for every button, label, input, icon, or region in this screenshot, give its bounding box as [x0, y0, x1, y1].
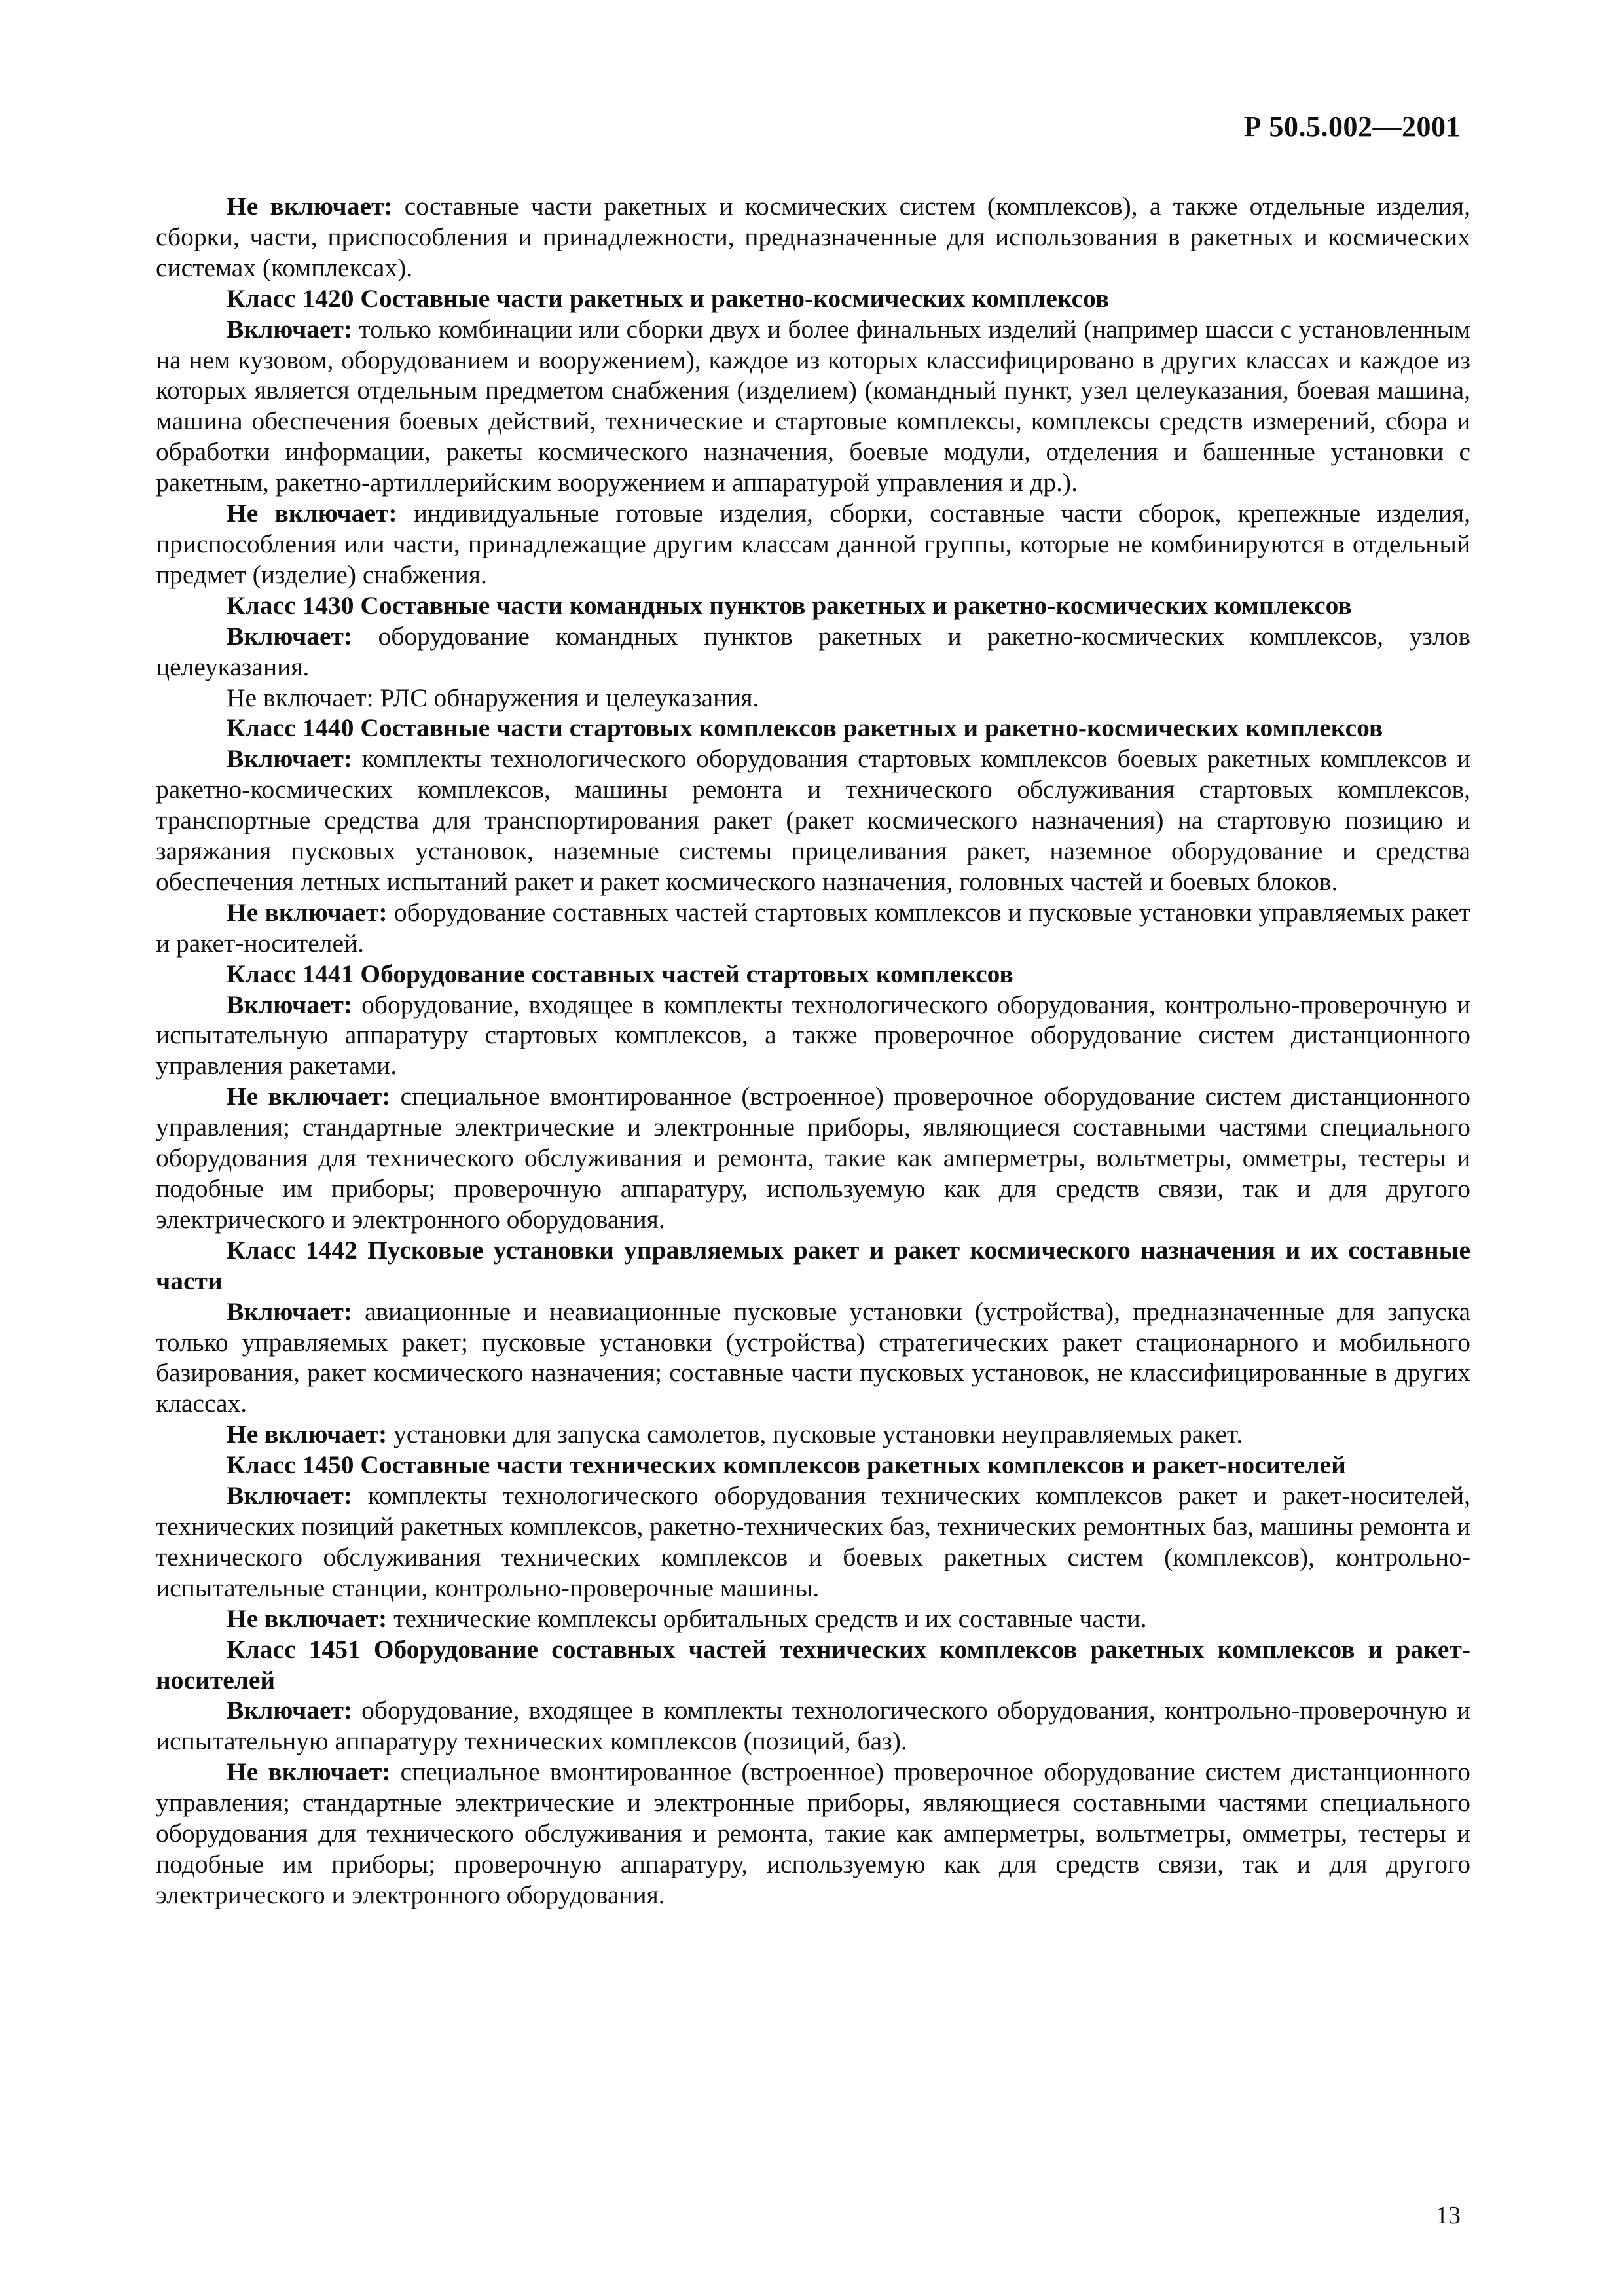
paragraph-label: Включает: [227, 621, 353, 651]
paragraph [156, 1480, 1470, 1604]
paragraph-text: оборудование составных частей стартовых комплексов и пусковые установки управляемых ракет и ракет-носителей. [156, 897, 1470, 958]
paragraph-label: Не включает: [227, 1757, 391, 1787]
paragraph-label: Не включает: [227, 1604, 388, 1633]
paragraph-label: Включает: [227, 1297, 353, 1326]
class-heading-1430: Класс 1430 Составные части командных пунктов ракетных и ракетно-космических комплексов [227, 590, 1352, 620]
paragraph-text: комплекты технологического оборудования технических комплексов ракет и ракет-носителей, технических позиций ракетных комплексов, ракетно-технических баз, технических ремонтных баз, машины ремонта и технического обслуживания технических комплексов и боевых ракетных систем (комплексов), контрольно-испытательные станции, контрольно-проверочные машины. [156, 1481, 1470, 1602]
paragraph [156, 621, 1470, 683]
paragraph [156, 683, 1470, 713]
class-heading-1450: Класс 1450 Составные части технических комплексов ракетных комплексов и ракет-носителей [227, 1450, 1346, 1480]
paragraph [156, 897, 1470, 959]
paragraph-text: оборудование, входящее в комплекты технологического оборудования, контрольно-проверочную и испытательную аппаратуру стартовых комплексов, а также проверочное оборудование систем дистанционного управления ракетами. [156, 990, 1470, 1081]
document-code: Р 50.5.002—2001 [1243, 111, 1461, 143]
paragraph-text: индивидуальные готовые изделия, сборки, составные части сборок, крепежные изделия, приспособления или части, принадлежащие другим классам данной группы, которые не комбинируются в отдельный предмет (изделие) снабжения. [156, 499, 1470, 589]
paragraph-label: Включает: [227, 744, 353, 774]
class-heading-1441: Класс 1441 Оборудование составных частей стартовых комплексов [227, 959, 1013, 988]
paragraph-text: оборудование командных пунктов ракетных и ракетно-космических комплексов, узлов целеуказания. [156, 621, 1470, 681]
paragraph [156, 1604, 1470, 1634]
paragraph-label: Включает: [227, 314, 353, 344]
document-body [156, 191, 1470, 1910]
paragraph-text: авиационные и неавиационные пусковые установки (устройства), предназначенные для запуска только управляемых ракет; пусковые установки (устройства) стратегических ракет стационарного и мобильного базирования, ракет космического назначения; составные части пусковых установок, не классифицированные в других классах. [156, 1297, 1470, 1418]
paragraph-label: Не включает: [227, 1420, 388, 1449]
paragraph [156, 990, 1470, 1082]
class-heading-1442: Класс 1442 Пусковые установки управляемых ракет и ракет космического назначения и их составные части [156, 1235, 1470, 1295]
paragraph-label: Включает: [227, 990, 353, 1019]
paragraph-text: Не включает: РЛС обнаружения и целеуказания. [227, 683, 759, 712]
paragraph-text: установки для запуска самолетов, пусковые установки неуправляемых ракет. [387, 1420, 1243, 1449]
paragraph [156, 1695, 1470, 1757]
paragraph [156, 744, 1470, 897]
paragraph [156, 498, 1470, 590]
paragraph [156, 1757, 1470, 1910]
class-heading-1451: Класс 1451 Оборудование составных частей технических комплексов ракетных комплексов и ракет-носителей [156, 1634, 1470, 1695]
paragraph-text: комплекты технологического оборудования стартовых комплексов боевых ракетных комплексов и ракетно-космических комплексов, машины ремонта и технического обслуживания стартовых комплексов, транспортные средства для транспортирования ракет (ракет космического назначения) на стартовую позицию и заряжания пусковых установок, наземные системы прицеливания ракет, наземное оборудование и средства обеспечения летных испытаний ракет и ракет космического назначения, головных частей и боевых блоков. [156, 744, 1470, 896]
paragraph-text: специальное вмонтированное (встроенное) проверочное оборудование систем дистанционного управления; стандартные электрические и электронные приборы, являющиеся составными частями специального оборудования для технического обслуживания и ремонта, такие как амперметры, вольтметры, омметры, тестеры и подобные им приборы; проверочную аппаратуру, используемую как для средств связи, так и для другого электрического и электронного оборудования. [156, 1757, 1470, 1909]
paragraph [156, 1419, 1470, 1450]
paragraph-text: специальное вмонтированное (встроенное) проверочное оборудование систем дистанционного управления; стандартные электрические и электронные приборы, являющиеся составными частями специального оборудования для технического обслуживания и ремонта, такие как амперметры, вольтметры, омметры, тестеры и подобные им приборы; проверочную аппаратуру, используемую как для средств связи, так и для другого электрического и электронного оборудования. [156, 1082, 1470, 1234]
paragraph-text: только комбинации или сборки двух и более финальных изделий (например шасси с установленным на нем кузовом, оборудованием и вооружением), каждое из которых классифицировано в других классах и каждое из которых является отдельным предметом снабжения (изделием) (командный пункт, узел целеуказания, боевая машина, машина обеспечения боевых действий, технические и стартовые комплексы, комплексы средств измерений, сбора и обработки информации, ракеты космического назначения, боевые модули, отделения и башенные установки с ракетным, ракетно-артиллерийским вооружением и аппаратурой управления и др.). [156, 314, 1470, 497]
paragraph [156, 191, 1470, 283]
paragraph-text: оборудование, входящее в комплекты технологического оборудования, контрольно-проверочную и испытательную аппаратуру технических комплексов (позиций, баз). [156, 1696, 1470, 1756]
paragraph-label: Включает: [227, 1481, 353, 1511]
paragraph [156, 1081, 1470, 1235]
paragraph-text: составные части ракетных и космических систем (комплексов), а также отдельные изделия, сборки, части, приспособления и принадлежности, предназначенные для использования в ракетных и космических системах (комплексах). [156, 192, 1470, 282]
paragraph-label: Не включает: [227, 1082, 391, 1111]
class-heading-1420: Класс 1420 Составные части ракетных и ракетно-космических комплексов [227, 283, 1110, 313]
page-number: 13 [1436, 2202, 1461, 2229]
class-heading-1440: Класс 1440 Составные части стартовых комплексов ракетных и ракетно-космических комплексов [227, 713, 1383, 743]
paragraph-text: технические комплексы орбитальных средств и их составные части. [387, 1604, 1147, 1633]
paragraph [156, 1297, 1470, 1420]
paragraph-label: Не включает: [227, 499, 397, 528]
paragraph [156, 314, 1470, 498]
paragraph-label: Не включает: [227, 897, 388, 927]
paragraph-label: Включает: [227, 1696, 353, 1725]
paragraph-label: Не включает: [227, 192, 393, 221]
